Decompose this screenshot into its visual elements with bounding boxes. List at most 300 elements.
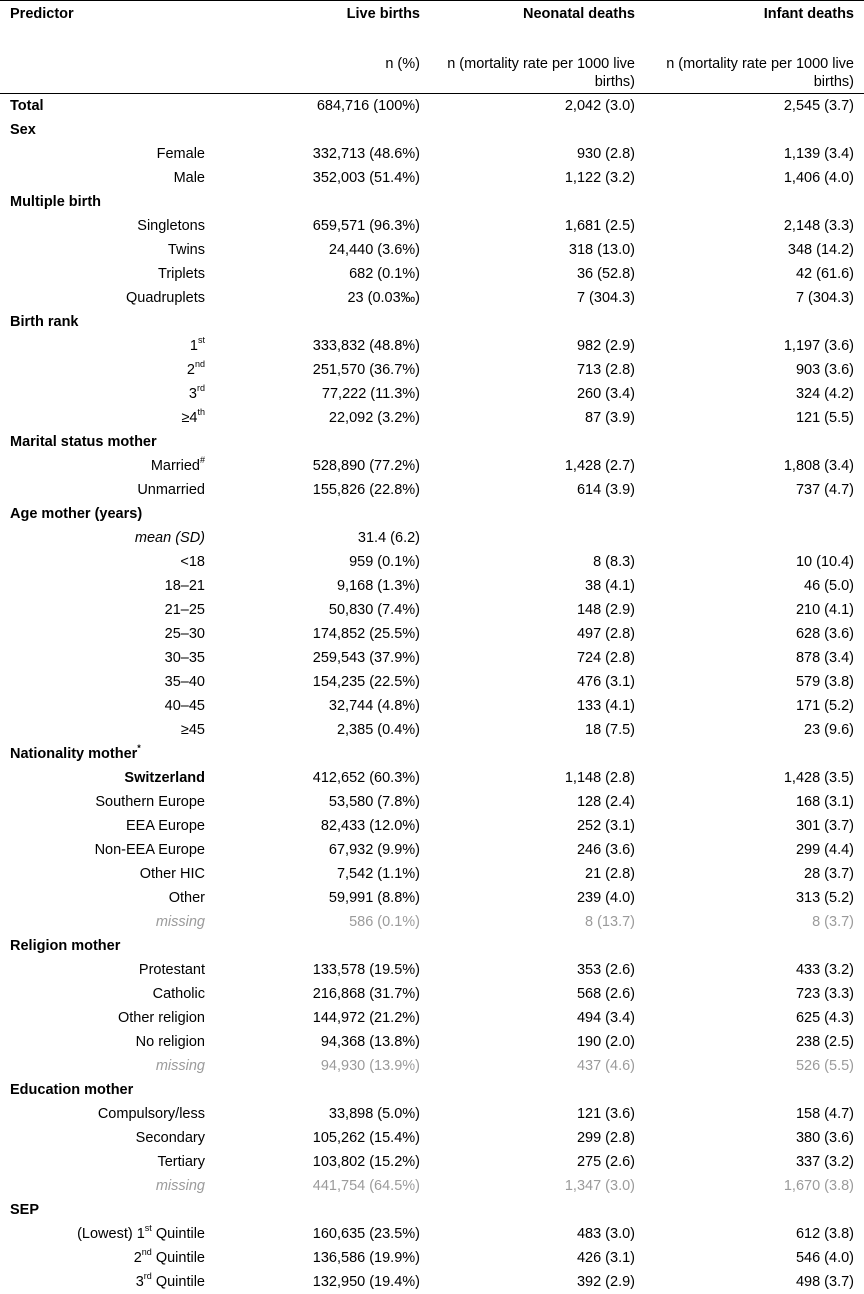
section-row: [0, 502, 864, 526]
live-births-subheader: n (%): [215, 43, 430, 94]
infant-deaths-cell: 1,428 (3.5): [645, 766, 864, 790]
label-text: Religion mother: [10, 938, 120, 954]
neonatal-deaths-cell: 8 (13.7): [430, 910, 645, 934]
table-row: [0, 358, 864, 382]
live-births-cell: 586 (0.1%): [215, 910, 430, 934]
label-superscript: #: [200, 455, 205, 465]
label-text: <18: [180, 554, 205, 570]
label-text: Female: [157, 146, 205, 162]
neonatal-deaths-cell: 353 (2.6): [430, 958, 645, 982]
table-row: [0, 1270, 864, 1294]
live-births-cell: 133,578 (19.5%): [215, 958, 430, 982]
category-label: [0, 838, 215, 862]
live-births-cell: [215, 310, 430, 334]
label-text: 2: [187, 362, 195, 378]
label-text: 2: [134, 1250, 142, 1266]
category-label: [0, 238, 215, 262]
live-births-cell: 332,713 (48.6%): [215, 142, 430, 166]
infant-deaths-cell: 23 (9.6): [645, 718, 864, 742]
table-row: [0, 1126, 864, 1150]
live-births-cell: 216,868 (31.7%): [215, 982, 430, 1006]
live-births-cell: 684,716 (100%): [215, 94, 430, 119]
infant-deaths-subheader: n (mortality rate per 1000 live births): [645, 43, 864, 94]
neonatal-deaths-cell: 275 (2.6): [430, 1150, 645, 1174]
infant-deaths-cell: 579 (3.8): [645, 670, 864, 694]
live-births-cell: 77,222 (11.3%): [215, 382, 430, 406]
neonatal-deaths-cell: 437 (4.6): [430, 1054, 645, 1078]
label-text: Tertiary: [157, 1154, 205, 1170]
infant-deaths-header: Infant deaths: [645, 0, 864, 43]
neonatal-deaths-cell: 982 (2.9): [430, 334, 645, 358]
neonatal-deaths-cell: 1,681 (2.5): [430, 214, 645, 238]
table-row: [0, 1006, 864, 1030]
live-births-cell: [215, 118, 430, 142]
neonatal-deaths-cell: [430, 502, 645, 526]
label-text: missing: [156, 914, 205, 930]
live-births-cell: 9,168 (1.3%): [215, 574, 430, 598]
infant-deaths-cell: 210 (4.1): [645, 598, 864, 622]
infant-deaths-cell: 878 (3.4): [645, 646, 864, 670]
neonatal-deaths-cell: 121 (3.6): [430, 1102, 645, 1126]
section-label: [0, 190, 215, 214]
category-label: [0, 358, 215, 382]
section-label: [0, 94, 215, 119]
label-text: 1: [190, 338, 198, 354]
category-label: [0, 814, 215, 838]
infant-deaths-cell: 1,808 (3.4): [645, 454, 864, 478]
label-text: EEA Europe: [126, 818, 205, 834]
label-superscript: st: [198, 335, 205, 345]
category-label: [0, 766, 215, 790]
category-label: [0, 1102, 215, 1126]
label-text: Non-EEA Europe: [95, 842, 205, 858]
table-row: [0, 1174, 864, 1198]
label-text: 25–30: [165, 626, 205, 642]
category-label: [0, 286, 215, 310]
section-row: [0, 310, 864, 334]
table-row: [0, 550, 864, 574]
live-births-cell: 105,262 (15.4%): [215, 1126, 430, 1150]
live-births-cell: 132,950 (19.4%): [215, 1270, 430, 1294]
infant-deaths-cell: 612 (3.8): [645, 1222, 864, 1246]
live-births-cell: 251,570 (36.7%): [215, 358, 430, 382]
infant-deaths-cell: 301 (3.7): [645, 814, 864, 838]
section-label: [0, 430, 215, 454]
category-label: [0, 478, 215, 502]
live-births-cell: 23 (0.03‰): [215, 286, 430, 310]
infant-deaths-cell: 337 (3.2): [645, 1150, 864, 1174]
live-births-cell: 154,235 (22.5%): [215, 670, 430, 694]
live-births-cell: [215, 430, 430, 454]
neonatal-deaths-cell: 260 (3.4): [430, 382, 645, 406]
neonatal-deaths-cell: 392 (2.9): [430, 1270, 645, 1294]
table-row: [0, 406, 864, 430]
neonatal-deaths-cell: [430, 310, 645, 334]
table-row: [0, 886, 864, 910]
table-row: [0, 814, 864, 838]
table-top-rule: [0, 0, 864, 1]
infant-deaths-cell: 28 (3.7): [645, 862, 864, 886]
section-row: [0, 94, 864, 119]
predictor-header: Predictor: [0, 0, 215, 43]
live-births-cell: 53,580 (7.8%): [215, 790, 430, 814]
neonatal-deaths-cell: [430, 190, 645, 214]
table-row: [0, 1054, 864, 1078]
live-births-cell: 2,385 (0.4%): [215, 718, 430, 742]
neonatal-deaths-cell: 21 (2.8): [430, 862, 645, 886]
live-births-cell: 94,368 (13.8%): [215, 1030, 430, 1054]
infant-deaths-cell: 10 (10.4): [645, 550, 864, 574]
table-row: [0, 454, 864, 478]
table-row: [0, 166, 864, 190]
live-births-cell: 32,744 (4.8%): [215, 694, 430, 718]
label-text: Protestant: [139, 962, 205, 978]
infant-deaths-cell: 313 (5.2): [645, 886, 864, 910]
infant-deaths-cell: 299 (4.4): [645, 838, 864, 862]
label-text: 30–35: [165, 650, 205, 666]
live-births-cell: 155,826 (22.8%): [215, 478, 430, 502]
live-births-cell: [215, 190, 430, 214]
label-text: Other religion: [118, 1010, 205, 1026]
label-suffix: Quintile: [152, 1274, 205, 1290]
neonatal-deaths-cell: 148 (2.9): [430, 598, 645, 622]
live-births-cell: 31.4 (6.2): [215, 526, 430, 550]
neonatal-deaths-cell: 494 (3.4): [430, 1006, 645, 1030]
neonatal-deaths-cell: 614 (3.9): [430, 478, 645, 502]
live-births-cell: [215, 502, 430, 526]
neonatal-deaths-cell: [430, 430, 645, 454]
label-text: ≥4: [181, 410, 197, 426]
label-text: Switzerland: [124, 770, 205, 786]
infant-deaths-cell: 723 (3.3): [645, 982, 864, 1006]
table-row: [0, 262, 864, 286]
label-text: Education mother: [10, 1082, 133, 1098]
table-row: [0, 574, 864, 598]
label-text: Male: [174, 170, 205, 186]
neonatal-deaths-cell: 426 (3.1): [430, 1246, 645, 1270]
label-superscript: st: [145, 1223, 152, 1233]
table-row: [0, 862, 864, 886]
neonatal-deaths-cell: 1,428 (2.7): [430, 454, 645, 478]
table-row: [0, 1222, 864, 1246]
neonatal-deaths-cell: 87 (3.9): [430, 406, 645, 430]
live-births-cell: 22,092 (3.2%): [215, 406, 430, 430]
category-label: [0, 1030, 215, 1054]
section-row: [0, 1198, 864, 1222]
category-label: [0, 646, 215, 670]
category-label: [0, 1222, 215, 1246]
live-births-cell: 59,991 (8.8%): [215, 886, 430, 910]
category-label: [0, 262, 215, 286]
infant-deaths-cell: [645, 430, 864, 454]
label-text: Unmarried: [137, 482, 205, 498]
category-label: [0, 1126, 215, 1150]
infant-deaths-cell: 526 (5.5): [645, 1054, 864, 1078]
table-row: [0, 838, 864, 862]
infant-deaths-cell: 903 (3.6): [645, 358, 864, 382]
category-label: [0, 1054, 215, 1078]
live-births-cell: [215, 1078, 430, 1102]
section-label: [0, 742, 215, 766]
live-births-cell: [215, 934, 430, 958]
neonatal-deaths-cell: [430, 742, 645, 766]
neonatal-deaths-header: Neonatal deaths: [430, 0, 645, 43]
live-births-cell: 103,802 (15.2%): [215, 1150, 430, 1174]
live-births-cell: 333,832 (48.8%): [215, 334, 430, 358]
section-row: [0, 190, 864, 214]
neonatal-deaths-cell: 318 (13.0): [430, 238, 645, 262]
infant-deaths-cell: 625 (4.3): [645, 1006, 864, 1030]
infant-deaths-cell: 46 (5.0): [645, 574, 864, 598]
section-row: [0, 934, 864, 958]
infant-deaths-cell: [645, 502, 864, 526]
infant-deaths-cell: 348 (14.2): [645, 238, 864, 262]
infant-deaths-cell: 168 (3.1): [645, 790, 864, 814]
label-text: 3: [136, 1274, 144, 1290]
table-row: [0, 598, 864, 622]
label-superscript: rd: [197, 383, 205, 393]
label-text: Southern Europe: [95, 794, 205, 810]
label-text: Marital status mother: [10, 434, 157, 450]
live-births-cell: 959 (0.1%): [215, 550, 430, 574]
label-text: Quadruplets: [126, 290, 205, 306]
label-superscript: nd: [142, 1247, 152, 1257]
neonatal-deaths-cell: 1,347 (3.0): [430, 1174, 645, 1198]
live-births-cell: 412,652 (60.3%): [215, 766, 430, 790]
subheader-empty: [0, 43, 215, 94]
label-text: Age mother (years): [10, 506, 142, 522]
live-births-cell: 24,440 (3.6%): [215, 238, 430, 262]
table-row: [0, 622, 864, 646]
category-label: [0, 214, 215, 238]
section-row: [0, 742, 864, 766]
table-row: [0, 526, 864, 550]
label-text: 35–40: [165, 674, 205, 690]
section-label: [0, 118, 215, 142]
neonatal-deaths-cell: 497 (2.8): [430, 622, 645, 646]
table-row: [0, 982, 864, 1006]
category-label: [0, 406, 215, 430]
infant-deaths-cell: [645, 934, 864, 958]
neonatal-deaths-cell: 2,042 (3.0): [430, 94, 645, 119]
live-births-cell: 7,542 (1.1%): [215, 862, 430, 886]
label-text: (Lowest) 1: [77, 1226, 145, 1242]
live-births-cell: 682 (0.1%): [215, 262, 430, 286]
label-text: Singletons: [137, 218, 205, 234]
header-row: [0, 0, 864, 43]
live-births-cell: [215, 1198, 430, 1222]
live-births-cell: 136,586 (19.9%): [215, 1246, 430, 1270]
neonatal-deaths-cell: 38 (4.1): [430, 574, 645, 598]
table-row: [0, 694, 864, 718]
neonatal-deaths-cell: 246 (3.6): [430, 838, 645, 862]
category-label: [0, 790, 215, 814]
section-label: [0, 1078, 215, 1102]
table-row: [0, 478, 864, 502]
infant-deaths-cell: 7 (304.3): [645, 286, 864, 310]
table-row: [0, 718, 864, 742]
section-row: [0, 1078, 864, 1102]
category-label: [0, 334, 215, 358]
label-text: 21–25: [165, 602, 205, 618]
neonatal-deaths-cell: 18 (7.5): [430, 718, 645, 742]
label-text: 18–21: [165, 578, 205, 594]
table-row: [0, 1246, 864, 1270]
label-text: Nationality mother: [10, 746, 137, 762]
infant-deaths-cell: 324 (4.2): [645, 382, 864, 406]
label-suffix: Quintile: [152, 1226, 205, 1242]
table-row: [0, 238, 864, 262]
subheader-row: [0, 43, 864, 94]
neonatal-deaths-cell: 1,148 (2.8): [430, 766, 645, 790]
table-row: [0, 382, 864, 406]
table-body: [0, 94, 864, 1294]
label-text: Other HIC: [140, 866, 205, 882]
neonatal-deaths-cell: 713 (2.8): [430, 358, 645, 382]
neonatal-deaths-cell: 483 (3.0): [430, 1222, 645, 1246]
category-label: [0, 142, 215, 166]
neonatal-deaths-cell: 133 (4.1): [430, 694, 645, 718]
live-births-header: Live births: [215, 0, 430, 43]
category-label: [0, 694, 215, 718]
infant-deaths-cell: 1,406 (4.0): [645, 166, 864, 190]
live-births-cell: 144,972 (21.2%): [215, 1006, 430, 1030]
neonatal-deaths-cell: [430, 1198, 645, 1222]
label-text: missing: [156, 1058, 205, 1074]
category-label: [0, 550, 215, 574]
table-row: [0, 646, 864, 670]
neonatal-deaths-cell: 36 (52.8): [430, 262, 645, 286]
infant-deaths-cell: 8 (3.7): [645, 910, 864, 934]
live-births-cell: 94,930 (13.9%): [215, 1054, 430, 1078]
neonatal-deaths-cell: 299 (2.8): [430, 1126, 645, 1150]
section-label: [0, 1198, 215, 1222]
live-births-cell: 441,754 (64.5%): [215, 1174, 430, 1198]
neonatal-deaths-cell: 930 (2.8): [430, 142, 645, 166]
table-row: [0, 958, 864, 982]
label-text: missing: [156, 1178, 205, 1194]
infant-deaths-cell: 546 (4.0): [645, 1246, 864, 1270]
infant-deaths-cell: 498 (3.7): [645, 1270, 864, 1294]
category-label: [0, 862, 215, 886]
table-row: [0, 334, 864, 358]
infant-deaths-cell: [645, 118, 864, 142]
infant-deaths-cell: 628 (3.6): [645, 622, 864, 646]
section-label: [0, 934, 215, 958]
neonatal-deaths-cell: 128 (2.4): [430, 790, 645, 814]
label-text: mean (SD): [135, 530, 205, 546]
neonatal-deaths-cell: 8 (8.3): [430, 550, 645, 574]
label-superscript: rd: [144, 1271, 152, 1281]
label-superscript: *: [137, 743, 141, 753]
category-label: [0, 958, 215, 982]
neonatal-deaths-subheader: n (mortality rate per 1000 live births): [430, 43, 645, 94]
infant-deaths-cell: 1,670 (3.8): [645, 1174, 864, 1198]
infant-deaths-cell: 1,139 (3.4): [645, 142, 864, 166]
category-label: [0, 574, 215, 598]
live-births-cell: 659,571 (96.3%): [215, 214, 430, 238]
infant-deaths-cell: [645, 1198, 864, 1222]
table-row: [0, 766, 864, 790]
table-header: [0, 0, 864, 94]
label-text: Married: [151, 458, 200, 474]
neonatal-deaths-cell: 7 (304.3): [430, 286, 645, 310]
category-label: [0, 1174, 215, 1198]
table-row: [0, 790, 864, 814]
neonatal-deaths-cell: 239 (4.0): [430, 886, 645, 910]
infant-deaths-cell: 2,545 (3.7): [645, 94, 864, 119]
label-superscript: nd: [195, 359, 205, 369]
label-text: 3: [189, 386, 197, 402]
label-text: Other: [169, 890, 205, 906]
category-label: [0, 1246, 215, 1270]
label-text: Triplets: [158, 266, 205, 282]
label-text: SEP: [10, 1202, 39, 1218]
infant-deaths-cell: 433 (3.2): [645, 958, 864, 982]
category-label: [0, 382, 215, 406]
section-label: [0, 502, 215, 526]
infant-deaths-cell: 42 (61.6): [645, 262, 864, 286]
infant-deaths-cell: 380 (3.6): [645, 1126, 864, 1150]
neonatal-deaths-cell: [430, 526, 645, 550]
table-row: [0, 142, 864, 166]
neonatal-deaths-cell: 568 (2.6): [430, 982, 645, 1006]
category-label: [0, 622, 215, 646]
live-births-cell: 259,543 (37.9%): [215, 646, 430, 670]
neonatal-deaths-cell: 724 (2.8): [430, 646, 645, 670]
live-births-cell: 160,635 (23.5%): [215, 1222, 430, 1246]
live-births-cell: 33,898 (5.0%): [215, 1102, 430, 1126]
category-label: [0, 910, 215, 934]
label-suffix: Quintile: [152, 1250, 205, 1266]
label-superscript: th: [197, 407, 205, 417]
infant-deaths-cell: [645, 526, 864, 550]
table-row: [0, 1102, 864, 1126]
live-births-cell: 174,852 (25.5%): [215, 622, 430, 646]
live-births-cell: 67,932 (9.9%): [215, 838, 430, 862]
infant-deaths-cell: 2,148 (3.3): [645, 214, 864, 238]
label-text: Secondary: [136, 1130, 205, 1146]
live-births-cell: [215, 742, 430, 766]
live-births-cell: 528,890 (77.2%): [215, 454, 430, 478]
live-births-cell: 82,433 (12.0%): [215, 814, 430, 838]
category-label: [0, 718, 215, 742]
table-row: [0, 910, 864, 934]
infant-deaths-cell: 238 (2.5): [645, 1030, 864, 1054]
label-text: 40–45: [165, 698, 205, 714]
label-text: Twins: [168, 242, 205, 258]
neonatal-deaths-cell: 252 (3.1): [430, 814, 645, 838]
label-text: Sex: [10, 122, 36, 138]
neonatal-deaths-cell: 190 (2.0): [430, 1030, 645, 1054]
table-row: [0, 214, 864, 238]
category-label: [0, 598, 215, 622]
neonatal-deaths-cell: 1,122 (3.2): [430, 166, 645, 190]
label-text: Multiple birth: [10, 194, 101, 210]
infant-deaths-cell: 171 (5.2): [645, 694, 864, 718]
label-text: Catholic: [153, 986, 205, 1002]
category-label: [0, 886, 215, 910]
infant-deaths-cell: [645, 310, 864, 334]
neonatal-deaths-cell: 476 (3.1): [430, 670, 645, 694]
section-row: [0, 430, 864, 454]
table-row: [0, 1150, 864, 1174]
infant-deaths-cell: 1,197 (3.6): [645, 334, 864, 358]
category-label: [0, 454, 215, 478]
infant-deaths-cell: 121 (5.5): [645, 406, 864, 430]
label-text: Birth rank: [10, 314, 79, 330]
infant-deaths-cell: 158 (4.7): [645, 1102, 864, 1126]
